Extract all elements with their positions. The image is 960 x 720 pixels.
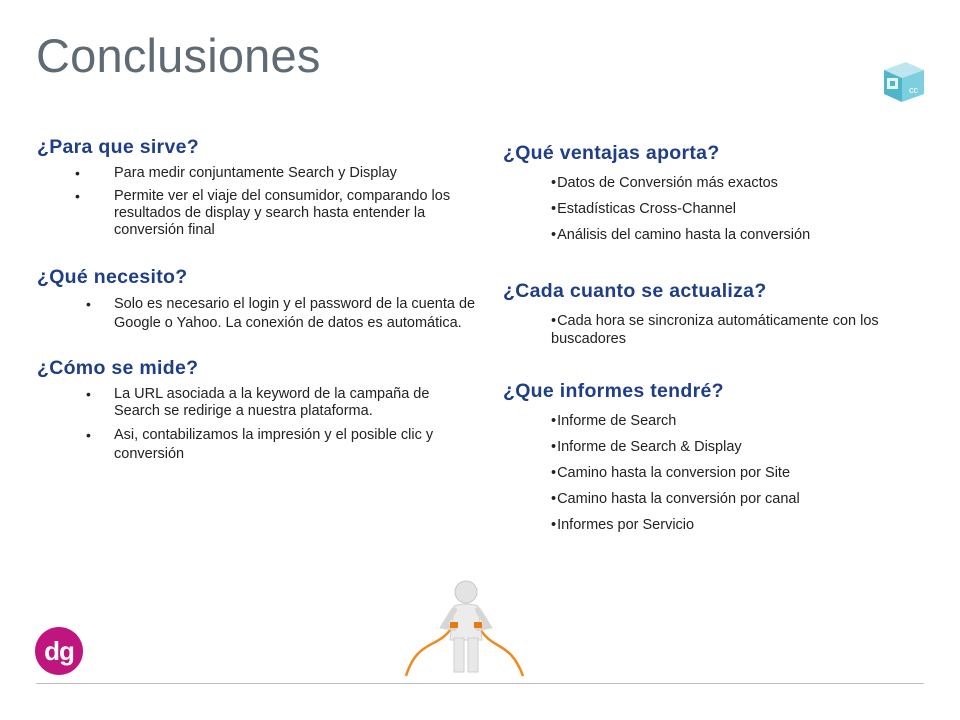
list-item [551,174,903,192]
list-item [551,490,903,508]
bullet-list [37,295,487,333]
page-title: Conclusiones [36,29,321,82]
list-item-text: Informes por Servicio [557,517,695,533]
bullet-list [37,165,487,239]
left-column [37,136,487,470]
list-item-text: Datos de Conversión más exactos [557,175,778,191]
section-heading: ¿Qué necesito? [37,266,188,288]
right-column [503,142,903,542]
list-item: • La URL asociada a la keyword de la campaña de Search se redirige a nuestra plataforma. [37,386,487,420]
list-item: • Asi, contabilizamos la impresión y el posible clic y conversión [37,426,487,464]
section-que-ventajas [503,142,903,244]
list-item-text: Camino hasta la conversión por canal [557,491,800,507]
list-item [551,516,903,534]
bullet-glyph: • [551,313,557,329]
person-connecting-cables-icon [398,578,533,678]
list-item [551,412,903,430]
section-como-se-mide [37,357,487,464]
list-item-text: Camino hasta la conversion por Site [557,465,791,481]
footer-divider [36,683,924,684]
bullet-glyph: • [551,413,557,429]
svg-text:cc: cc [909,85,918,95]
list-item [551,312,903,348]
bullet-list [503,174,903,244]
cube-cc-icon [876,58,928,106]
section-heading: ¿Para que sirve? [37,136,199,158]
bullet-glyph: • [551,201,557,217]
list-item [551,464,903,482]
section-cada-cuanto [503,280,903,348]
list-item-text: Análisis del camino hasta la conversión [557,227,811,243]
list-item [551,438,903,456]
list-item-text: Cada hora se sincroniza automáticamente con los buscadores [551,313,879,347]
section-heading: ¿Cada cuanto se actualiza? [503,280,767,302]
bullet-list [37,386,487,464]
bullet-glyph: • [551,227,557,243]
list-item-text: Informe de Search & Display [557,439,742,455]
list-item: • Permite ver el viaje del consumidor, comparando los resultados de display y search hasta entender la conversión final [37,188,487,239]
logo-text: dg [44,635,74,666]
dg-logo [35,627,83,675]
bullet-glyph: • [551,439,557,455]
bullet-list [503,412,903,534]
bullet-glyph: • [551,175,557,191]
bullet-glyph: • [551,517,557,533]
section-heading: ¿Cómo se mide? [37,357,199,379]
section-que-informes [503,380,903,534]
list-item: • Solo es necesario el login y el password de la cuenta de Google o Yahoo. La conexión de datos es automática. [37,295,487,333]
bullet-list [503,312,903,348]
bullet-glyph: • [551,465,557,481]
list-item [551,200,903,218]
list-item-text: Estadísticas Cross-Channel [557,201,736,217]
section-que-necesito [37,266,487,333]
bullet-glyph: • [551,491,557,507]
list-item: • Para medir conjuntamente Search y Display [37,165,487,182]
section-para-que-sirve [37,136,487,239]
section-heading: ¿Que informes tendré? [503,380,724,402]
section-heading: ¿Qué ventajas aporta? [503,142,720,164]
list-item-text: Informe de Search [557,413,677,429]
list-item [551,226,903,244]
